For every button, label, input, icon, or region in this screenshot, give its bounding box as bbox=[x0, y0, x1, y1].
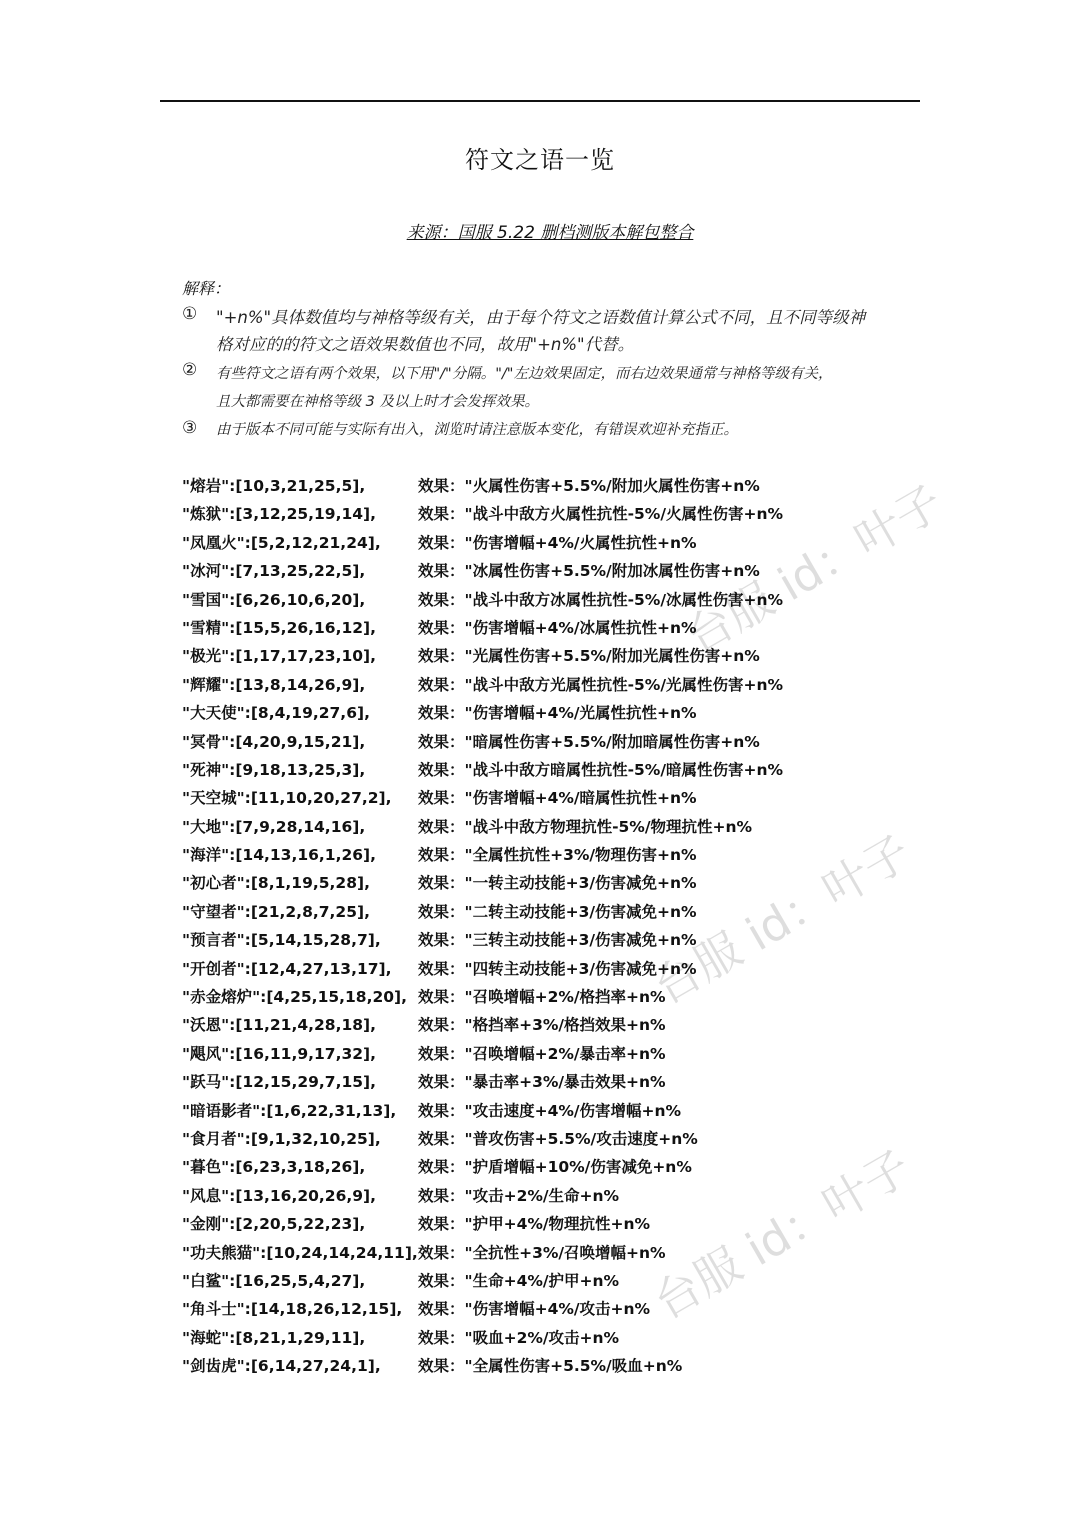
runeword-name: "天空城":[11,10,20,27,2], bbox=[182, 789, 392, 808]
runeword-name: "大地":[7,9,28,14,16], bbox=[182, 817, 366, 836]
runeword-name: "白鲨":[16,25,5,4,27], bbox=[182, 1271, 366, 1290]
note-number: ③ bbox=[182, 418, 198, 438]
runeword-name: "辉耀":[13,8,14,26,9], bbox=[182, 675, 366, 694]
watermark: 台服 id：叶子 bbox=[676, 474, 952, 665]
runeword-effect: 效果："三转主动技能+3/伤害减免+n% bbox=[418, 931, 697, 950]
runeword-effect: 效果："冰属性伤害+5.5%/附加冰属性伤害+n% bbox=[418, 562, 760, 581]
runeword-name: "冰河":[7,13,25,22,5], bbox=[182, 562, 366, 581]
runeword-name: "凤凰火":[5,2,12,21,24], bbox=[182, 533, 381, 552]
runeword-effect: 效果："召唤增幅+2%/格挡率+n% bbox=[418, 988, 666, 1007]
runeword-name: "跃马":[12,15,29,7,15], bbox=[182, 1073, 377, 1092]
runeword-name: "守望者":[21,2,8,7,25], bbox=[182, 902, 370, 921]
runeword-effect: 效果："生命+4%/护甲+n% bbox=[418, 1271, 620, 1290]
note-line: 格对应的的符文之语效果数值也不同，故用"+n%"代替。 bbox=[216, 335, 635, 354]
runeword-name: "金刚":[2,20,5,22,23], bbox=[182, 1215, 366, 1234]
runeword-name: "风息":[13,16,20,26,9], bbox=[182, 1186, 377, 1205]
source-line: 来源：国服 5.22 删档测版本解包整合 bbox=[406, 223, 694, 243]
runeword-effect: 效果："战斗中敌方暗属性抗性-5%/暗属性伤害+n% bbox=[418, 760, 784, 779]
runeword-name: "暗语影者":[1,6,22,31,13], bbox=[182, 1101, 397, 1120]
runeword-effect: 效果："火属性伤害+5.5%/附加火属性伤害+n% bbox=[418, 477, 760, 495]
runeword-name: "功夫熊猫":[10,24,14,24,11], bbox=[182, 1243, 418, 1262]
runeword-effect: 效果："光属性伤害+5.5%/附加光属性伤害+n% bbox=[418, 647, 760, 666]
runeword-name: "飓风":[16,11,9,17,32], bbox=[182, 1044, 377, 1063]
runeword-name: "海蛇":[8,21,1,29,11], bbox=[182, 1328, 366, 1347]
runeword-effect: 效果："格挡率+3%/格挡效果+n% bbox=[418, 1016, 666, 1035]
runeword-effect: 效果："二转主动技能+3/伤害减免+n% bbox=[418, 902, 697, 921]
runeword-name: "海洋":[14,13,16,1,26], bbox=[182, 846, 377, 865]
runeword-name: "预言者":[5,14,15,28,7], bbox=[182, 931, 381, 950]
runeword-effect: 效果："伤害增幅+4%/光属性抗性+n% bbox=[418, 704, 697, 723]
note-line: 由于版本不同可能与实际有出入，浏览时请注意版本变化，有错误欢迎补充指正。 bbox=[216, 422, 738, 438]
runeword-effect: 效果："暗属性伤害+5.5%/附加暗属性伤害+n% bbox=[418, 732, 760, 751]
runeword-effect: 效果："攻击+2%/生命+n% bbox=[418, 1186, 620, 1205]
note-line: 且大都需要在神格等级 3 及以上时才会发挥效果。 bbox=[216, 394, 539, 410]
runeword-effect: 效果："普攻伤害+5.5%/攻击速度+n% bbox=[418, 1129, 698, 1148]
runeword-name: "沃恩":[11,21,4,28,18], bbox=[182, 1016, 377, 1035]
runeword-effect: 效果："全抗性+3%/召唤增幅+n% bbox=[418, 1243, 666, 1262]
page-title: 符文之语一览 bbox=[465, 146, 615, 174]
runeword-name: "极光":[1,17,17,23,10], bbox=[182, 647, 377, 666]
runeword-name: "角斗士":[14,18,26,12,15], bbox=[182, 1300, 403, 1319]
runeword-name: "赤金熔炉":[4,25,15,18,20], bbox=[182, 988, 408, 1007]
note-number: ① bbox=[182, 304, 198, 324]
runeword-name: "食月者":[9,1,32,10,25], bbox=[182, 1129, 381, 1148]
runeword-effect: 效果："伤害增幅+4%/攻击+n% bbox=[418, 1300, 651, 1319]
runeword-effect: 效果："暴击率+3%/暴击效果+n% bbox=[418, 1073, 666, 1092]
runeword-effect: 效果："伤害增幅+4%/冰属性抗性+n% bbox=[418, 618, 697, 637]
explain-label: 解释： bbox=[182, 279, 231, 298]
watermark: 台服 id：叶子 bbox=[644, 824, 920, 1015]
runeword-name: "初心者":[8,1,19,5,28], bbox=[182, 874, 370, 893]
runeword-name: "冥骨":[4,20,9,15,21], bbox=[182, 732, 366, 751]
note-line: 有些符文之语有两个效果，以下用"/"分隔。"/"左边效果固定，而右边效果通常与神格等级有关， bbox=[216, 366, 833, 382]
note-number: ② bbox=[182, 360, 198, 380]
runeword-effect: 效果："全属性抗性+3%/物理伤害+n% bbox=[418, 846, 697, 865]
runeword-name: "雪精":[15,5,26,16,12], bbox=[182, 618, 377, 637]
top-rule bbox=[160, 100, 920, 102]
runeword-effect: 效果："召唤增幅+2%/暴击率+n% bbox=[418, 1044, 666, 1063]
runeword-name: "剑齿虎":[6,14,27,24,1], bbox=[182, 1357, 381, 1376]
runeword-effect: 效果："伤害增幅+4%/火属性抗性+n% bbox=[418, 533, 697, 552]
runeword-effect: 效果："战斗中敌方火属性抗性-5%/火属性伤害+n% bbox=[418, 505, 784, 524]
runeword-name: "炼狱":[3,12,25,19,14], bbox=[182, 505, 377, 524]
runeword-name: "雪国":[6,26,10,6,20], bbox=[182, 590, 366, 609]
runeword-name: "暮色":[6,23,3,18,26], bbox=[182, 1158, 366, 1177]
runeword-effect: 效果："伤害增幅+4%/暗属性抗性+n% bbox=[418, 789, 697, 808]
runeword-name: "熔岩":[10,3,21,25,5], bbox=[182, 477, 366, 495]
note-line: "+n%"具体数值均与神格等级有关，由于每个符文之语数值计算公式不同，且不同等级神 bbox=[216, 308, 866, 327]
runeword-effect: 效果："战斗中敌方冰属性抗性-5%/冰属性伤害+n% bbox=[418, 590, 784, 609]
runeword-effect: 效果："战斗中敌方物理抗性-5%/物理抗性+n% bbox=[418, 817, 753, 836]
watermark: 台服 id：叶子 bbox=[644, 1139, 920, 1330]
runeword-effect: 效果："护甲+4%/物理抗性+n% bbox=[418, 1215, 651, 1234]
runeword-effect: 效果："护盾增幅+10%/伤害减免+n% bbox=[418, 1158, 692, 1177]
runeword-effect: 效果："吸血+2%/攻击+n% bbox=[418, 1328, 620, 1347]
runeword-effect: 效果："攻击速度+4%/伤害增幅+n% bbox=[418, 1101, 682, 1120]
runeword-name: "死神":[9,18,13,25,3], bbox=[182, 760, 366, 779]
runeword-name: "开创者":[12,4,27,13,17], bbox=[182, 959, 392, 978]
runeword-name: "大天使":[8,4,19,27,6], bbox=[182, 704, 370, 723]
runeword-effect: 效果："全属性伤害+5.5%/吸血+n% bbox=[418, 1357, 683, 1376]
runeword-effect: 效果："战斗中敌方光属性抗性-5%/光属性伤害+n% bbox=[418, 675, 784, 694]
runeword-effect: 效果："一转主动技能+3/伤害减免+n% bbox=[418, 874, 697, 893]
runeword-effect: 效果："四转主动技能+3/伤害减免+n% bbox=[418, 959, 697, 978]
